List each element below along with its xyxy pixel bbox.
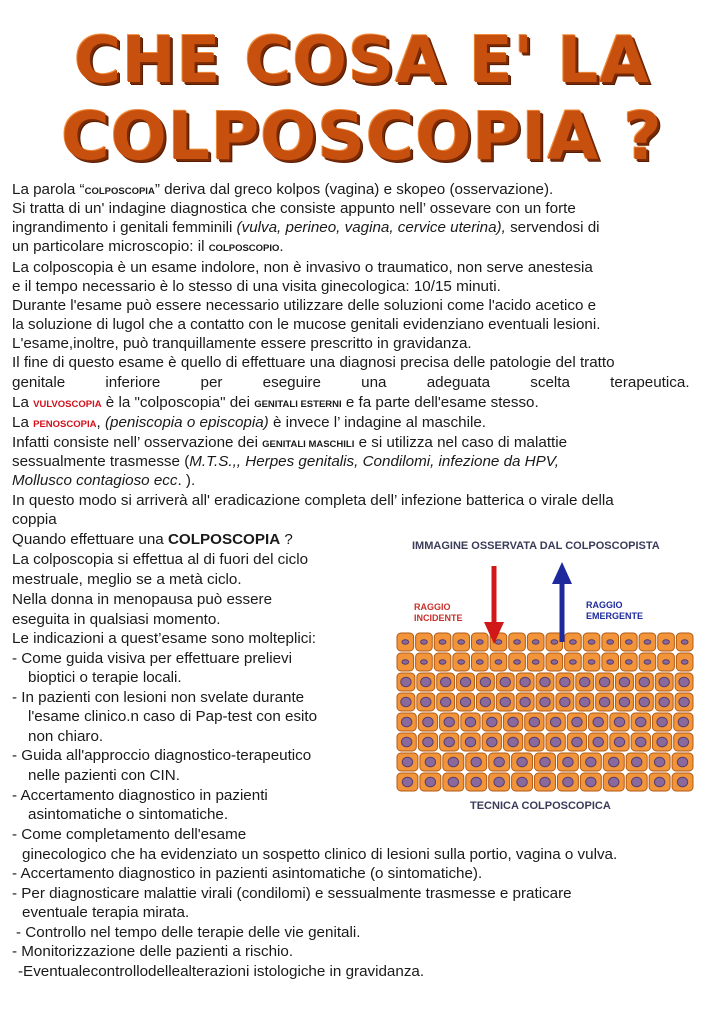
cell-nucleus — [609, 777, 619, 787]
cell-nucleus — [465, 717, 475, 727]
text-line: - Per diagnosticare malattie virali (condilomi) e sessualmente trasmesse e praticare — [12, 885, 572, 902]
cell-nucleus — [550, 717, 560, 727]
text-line: ingrandimento i genitali femminili (vulva, perineo, vagina, cervice uterina), servendosi di — [12, 219, 600, 236]
text-line: Infatti consiste nell’ osservazione dei GENITALI MASCHILI e si utilizza nel caso di malattie — [12, 434, 568, 451]
cell-nucleus — [563, 757, 573, 767]
cell-nucleus — [520, 677, 530, 687]
cell-nucleus — [572, 737, 582, 747]
cell-nucleus — [593, 737, 603, 747]
text-line: - Controllo nel tempo delle terapie delle vie genitali. — [16, 924, 361, 941]
cell-nucleus — [619, 677, 629, 687]
cell-nucleus — [402, 660, 409, 664]
incident-ray-label: RAGGIO INCIDENTE — [414, 602, 463, 623]
text-line: genitale inferiore per eseguire una adeguata scelta terapeutica. — [12, 374, 690, 391]
cell-nucleus — [551, 660, 558, 664]
cell-nucleus — [551, 640, 558, 644]
text-line: Le indicazioni a quest’esame sono molteplici: — [12, 630, 316, 647]
cell-nucleus — [663, 660, 670, 664]
cell-nucleus — [480, 677, 490, 687]
cell-nucleus — [471, 777, 481, 787]
cell-nucleus — [520, 697, 530, 707]
cell-nucleus — [448, 757, 458, 767]
text-line: - Guida all'approccio diagnostico-terapeutico — [12, 747, 312, 764]
cell-nucleus — [550, 737, 560, 747]
text-line: nelle pazienti con CIN. — [28, 767, 180, 784]
text-line: eseguita in qualsiasi momento. — [12, 611, 221, 628]
cell-nucleus — [421, 677, 431, 687]
cell-nucleus — [560, 697, 570, 707]
cell-nucleus — [586, 757, 596, 767]
cell-nucleus — [599, 697, 609, 707]
cell-nucleus — [639, 677, 649, 687]
title-line-1: CHE COSA E' LA — [74, 24, 650, 98]
text-line: non chiaro. — [28, 728, 104, 745]
cell-nucleus — [423, 717, 433, 727]
text-line: La VULVOSCOPIA è la "colposcopia" dei GENITALI ESTERNI e fa parte dell'esame stesso. — [12, 394, 539, 411]
text-line: asintomatiche o sintomatiche. — [28, 806, 229, 823]
cell-nucleus — [532, 640, 539, 644]
cell-nucleus — [460, 697, 470, 707]
cell-nucleus — [402, 777, 412, 787]
cell-nucleus — [614, 717, 624, 727]
cell-nucleus — [444, 737, 454, 747]
text-line: Il fine di questo esame è quello di effettuare una diagnosi precisa delle patologie del tratto — [12, 354, 615, 371]
cell-nucleus — [644, 640, 651, 644]
text-line: - Monitorizzazione delle pazienti a rischio. — [12, 943, 294, 960]
cell-nucleus — [609, 757, 619, 767]
cell-nucleus — [586, 777, 596, 787]
text-line: L'esame,inoltre, può tranquillamente essere prescritto in gravidanza. — [12, 335, 472, 352]
cell-nucleus — [659, 697, 669, 707]
text-line: - Accertamento diagnostico in pazienti — [12, 787, 268, 804]
cell-nucleus — [460, 677, 470, 687]
text-line: -Eventualecontrollodellealterazioni istologiche in gravidanza. — [18, 963, 425, 980]
cell-nucleus — [423, 737, 433, 747]
cell-nucleus — [678, 717, 688, 727]
cell-layer — [397, 633, 693, 791]
cell-nucleus — [529, 717, 539, 727]
cell-nucleus — [402, 640, 409, 644]
cell-nucleus — [540, 697, 550, 707]
text-line: La parola “COLPOSCOPIA” deriva dal greco kolpos (vagina) e skopeo (osservazione). — [12, 181, 554, 198]
cell-nucleus — [529, 737, 539, 747]
text-line: ginecologico che ha evidenziato un sospetto clinico di lesioni sulla portio, vagina o vulva. — [22, 846, 618, 863]
cell-nucleus — [458, 660, 465, 664]
cell-nucleus — [588, 660, 595, 664]
cell-nucleus — [514, 640, 521, 644]
emergent-ray-label: RAGGIO EMERGENTE — [586, 600, 644, 621]
text-line: bioptici o terapie locali. — [28, 669, 182, 686]
cell-nucleus — [401, 717, 411, 727]
cell-nucleus — [657, 717, 667, 727]
text-line: La colposcopia si effettua al di fuori del ciclo — [12, 551, 309, 568]
figure-caption-top: IMMAGINE OSSERVATA DAL COLPOSCOPISTA — [412, 540, 660, 552]
cell-nucleus — [580, 697, 590, 707]
cell-nucleus — [458, 640, 465, 644]
text-line: mestruale, meglio se a metà ciclo. — [12, 571, 242, 588]
cell-nucleus — [441, 697, 451, 707]
cell-nucleus — [487, 717, 497, 727]
text-line: coppia — [12, 511, 57, 528]
cell-nucleus — [495, 640, 502, 644]
cell-nucleus — [654, 777, 664, 787]
cell-nucleus — [425, 777, 435, 787]
cell-nucleus — [494, 777, 504, 787]
cell-nucleus — [421, 640, 428, 644]
cell-nucleus — [679, 697, 689, 707]
incident-arrow-icon — [484, 566, 504, 644]
text-line: - Come guida visiva per effettuare prelievi — [12, 650, 292, 667]
cell-nucleus — [654, 757, 664, 767]
cell-nucleus — [540, 677, 550, 687]
cell-nucleus — [465, 737, 475, 747]
cell-nucleus — [644, 660, 651, 664]
cell-nucleus — [679, 677, 689, 687]
cell-nucleus — [570, 640, 577, 644]
cell-nucleus — [560, 677, 570, 687]
cell-nucleus — [517, 757, 527, 767]
text-line: la soluzione di lugol che a contatto con le mucose genitali evidenziano eventuali lesioni. — [12, 316, 601, 333]
cell-nucleus — [681, 660, 688, 664]
cell-nucleus — [487, 737, 497, 747]
text-line: Durante l'esame può essere necessario utilizzare delle soluzioni come l'acido acetico e — [12, 297, 597, 314]
text-line: sessualmente trasmesse (M.T.S.,, Herpes genitalis, Condilomi, infezione da HPV, — [12, 453, 559, 470]
cell-nucleus — [625, 640, 632, 644]
cell-nucleus — [614, 737, 624, 747]
cell-nucleus — [607, 660, 614, 664]
cell-nucleus — [631, 757, 641, 767]
tissue-diagram — [372, 530, 714, 826]
cell-nucleus — [425, 757, 435, 767]
cell-nucleus — [593, 717, 603, 727]
cell-nucleus — [677, 757, 687, 767]
text-line: Nella donna in menopausa può essere — [12, 591, 273, 608]
cell-nucleus — [636, 717, 646, 727]
cell-nucleus — [636, 737, 646, 747]
cell-nucleus — [517, 777, 527, 787]
cell-nucleus — [659, 677, 669, 687]
cell-nucleus — [441, 677, 451, 687]
cell-nucleus — [401, 697, 411, 707]
cell-nucleus — [500, 677, 510, 687]
cell-nucleus — [570, 660, 577, 664]
cell-nucleus — [572, 717, 582, 727]
cell-nucleus — [401, 737, 411, 747]
cell-nucleus — [580, 677, 590, 687]
text-line: Si tratta di un' indagine diagnostica che consiste appunto nell’ ossevare con un forte — [12, 200, 576, 217]
cell-nucleus — [663, 640, 670, 644]
colposcopy-figure — [372, 530, 714, 826]
cell-nucleus — [495, 660, 502, 664]
cell-nucleus — [500, 697, 510, 707]
cell-nucleus — [439, 640, 446, 644]
cell-nucleus — [532, 660, 539, 664]
cell-nucleus — [439, 660, 446, 664]
cell-nucleus — [599, 677, 609, 687]
text-line: - Accertamento diagnostico in pazienti asintomatiche (o sintomatiche). — [12, 865, 483, 882]
cell-nucleus — [508, 717, 518, 727]
cell-nucleus — [681, 640, 688, 644]
cell-nucleus — [657, 737, 667, 747]
cell-nucleus — [476, 640, 483, 644]
text-line: - In pazienti con lesioni non svelate durante — [12, 689, 305, 706]
cell-nucleus — [448, 777, 458, 787]
figure-caption-bottom: TECNICA COLPOSCOPICA — [470, 800, 611, 812]
text-line: eventuale terapia mirata. — [22, 904, 190, 921]
cell-nucleus — [607, 640, 614, 644]
text-line: - Come completamento dell'esame — [12, 826, 247, 843]
cell-nucleus — [540, 777, 550, 787]
title-line-2: COLPOSCOPIA ? — [61, 98, 663, 175]
cell-nucleus — [631, 777, 641, 787]
cell-nucleus — [421, 697, 431, 707]
cell-nucleus — [402, 757, 412, 767]
cell-nucleus — [421, 660, 428, 664]
cell-nucleus — [588, 640, 595, 644]
cell-nucleus — [678, 737, 688, 747]
cell-nucleus — [494, 757, 504, 767]
cell-nucleus — [471, 757, 481, 767]
emergent-arrow-icon — [552, 562, 572, 642]
text-line: In questo modo si arriverà all' eradicazione completa dell’ infezione batterica o virale della — [12, 492, 614, 509]
text-line: un particolare microscopio: il COLPOSCOPIO. — [12, 238, 284, 255]
cell-nucleus — [619, 697, 629, 707]
text-line: La colposcopia è un esame indolore, non è invasivo o traumatico, non serve anestesia — [12, 259, 593, 276]
cell-nucleus — [677, 777, 687, 787]
cell-nucleus — [514, 660, 521, 664]
text-line: Quando effettuare una COLPOSCOPIA ? — [12, 531, 293, 548]
text-line: La PENOSCOPIA, (peniscopia o episcopia) è invece l’ indagine al maschile. — [12, 414, 486, 431]
cell-nucleus — [476, 660, 483, 664]
cell-nucleus — [508, 737, 518, 747]
text-line: Mollusco contagioso ecc. ). — [12, 472, 196, 489]
cell-nucleus — [639, 697, 649, 707]
cell-nucleus — [401, 677, 411, 687]
cell-nucleus — [625, 660, 632, 664]
cell-nucleus — [540, 757, 550, 767]
cell-nucleus — [480, 697, 490, 707]
cell-nucleus — [563, 777, 573, 787]
text-line: e il tempo necessario è lo stesso di una visita ginecologica: 10/15 minuti. — [12, 278, 501, 295]
text-line: l'esame clinico.n caso di Pap-test con esito — [28, 708, 318, 725]
cell-nucleus — [444, 717, 454, 727]
